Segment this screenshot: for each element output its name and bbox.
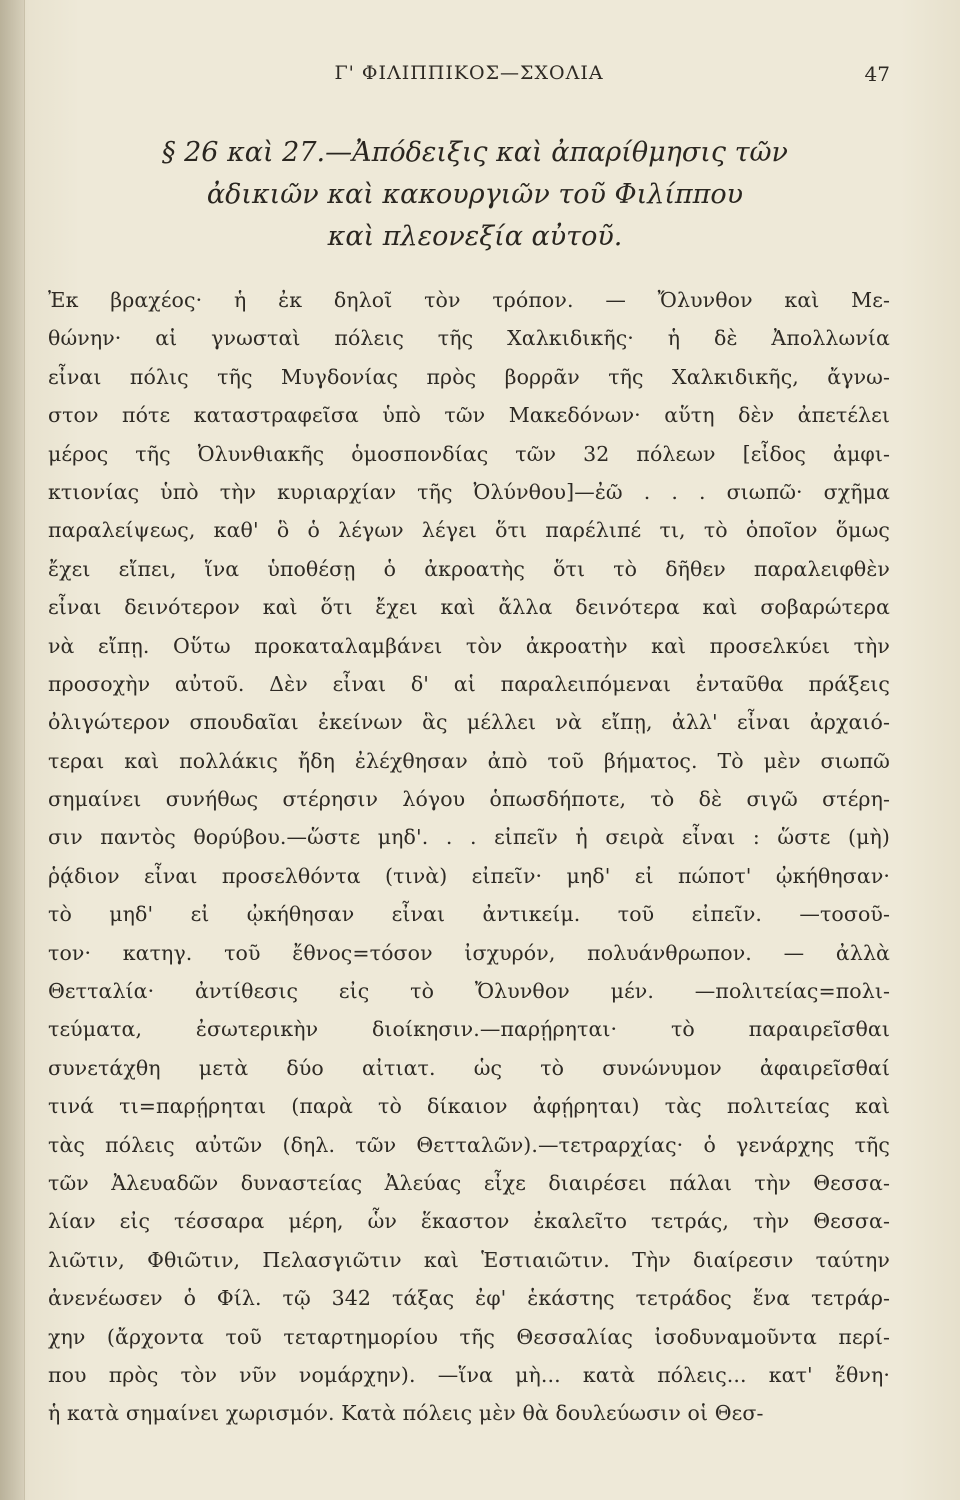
text-line: ἡ κατὰ σημαίνει χωρισμόν. Κατὰ πόλεις μὲν θὰ δουλεύωσιν οἱ Θεσ-: [48, 1401, 764, 1426]
text-line: ὀλιγώτερον σπουδαῖαι ἐκείνων ἃς μέλλει νὰ εἴπῃ, ἀλλ' εἶναι ἀρχαιό-: [48, 710, 890, 735]
text-line: σιν παντὸς θορύβου.—ὥστε μηδ'. . . εἰπεῖν ἡ σειρὰ εἶναι : ὥστε (μὴ): [48, 825, 890, 850]
text-line: προσοχὴν αὐτοῦ. Δὲν εἶναι δ' αἱ παραλειπόμεναι ἐνταῦθα πράξεις: [48, 671, 890, 696]
text-line: που πρὸς τὸν νῦν νομάρχην). —ἵνα μὴ... κατὰ πόλεις... κατ' ἔθνη·: [48, 1362, 890, 1387]
text-line: Ἐκ βραχέος· ἡ ἐκ δηλοῖ τὸν τρόπον. — Ὄλυνθον καὶ Με-: [48, 288, 890, 312]
section-title-line: καὶ πλεονεξία αὐτοῦ.: [327, 221, 623, 252]
text-line: εἶναι πόλις τῆς Μυγδονίας πρὸς βορρᾶν τῆς Χαλκιδικῆς, ἄγνω-: [48, 364, 890, 389]
text-line: λιῶτιν, Φθιῶτιν, Πελασγιῶτιν καὶ Ἑστιαιῶτιν. Τὴν διαίρεσιν ταύτην: [48, 1247, 890, 1272]
commentary-text: [48, 281, 890, 1433]
text-line: θώνην· αἱ γνωσταὶ πόλεις τῆς Χαλκιδικῆς· ἡ δὲ Ἀπολλωνία: [48, 326, 890, 351]
running-head: Γ' ΦΙΛΙΠΠΙΚΟΣ—ΣΧΟΛΙΑ: [334, 62, 604, 84]
text-line: Θετταλία· ἀντίθεσις εἰς τὸ Ὄλυνθον μέν. —πολιτείας=πολι-: [48, 979, 890, 1004]
text-line: ῥᾴδιον εἶναι προσελθόντα (τινὰ) εἰπεῖν· μηδ' εἰ πώποτ' ᾠκήθησαν·: [48, 863, 890, 888]
text-line: νὰ εἴπῃ. Οὕτω προκαταλαμβάνει τὸν ἀκροατὴν καὶ προσελκύει τὴν: [48, 633, 890, 658]
text-line: μέρος τῆς Ὀλυνθιακῆς ὁμοσπονδίας τῶν 32 πόλεων [εἶδος ἀμφι-: [48, 441, 890, 466]
text-line: στον πότε καταστραφεῖσα ὑπὸ τῶν Μακεδόνων· αὕτη δὲν ἀπετέλει: [48, 403, 890, 428]
text-line: ἀνενέωσεν ὁ Φίλ. τῷ 342 τάξας ἐφ' ἑκάστης τετράδος ἕνα τετράρ-: [48, 1286, 890, 1311]
page-binding-edge: [0, 0, 25, 1500]
text-line: τὸ μηδ' εἰ ᾠκήθησαν εἶναι ἀντικείμ. τοῦ εἰπεῖν. —τοσοῦ-: [48, 902, 890, 927]
text-line: τῶν Ἀλευαδῶν δυναστείας Ἀλεύας εἶχε διαιρέσει πάλαι τὴν Θεσσα-: [48, 1170, 890, 1195]
page-header: [48, 62, 890, 96]
text-line: χην (ἄρχοντα τοῦ τεταρτημορίου τῆς Θεσσαλίας ἰσοδυναμοῦντα περί-: [48, 1324, 890, 1349]
text-line: σημαίνει συνήθως στέρησιν λόγου ὁπωσδήποτε, τὸ δὲ σιγῶ στέρη-: [48, 787, 890, 812]
text-line: τινά τι=παρῄρηται (παρὰ τὸ δίκαιον ἀφῄρηται) τὰς πολιτείας καὶ: [48, 1094, 890, 1119]
text-line: συνετάχθη μετὰ δύο αἰτιατ. ὡς τὸ συνώνυμον ἀφαιρεῖσθαί: [48, 1055, 890, 1080]
text-line: εἶναι δεινότερον καὶ ὅτι ἔχει καὶ ἄλλα δεινότερα καὶ σοβαρώτερα: [48, 595, 890, 620]
text-line: λίαν εἰς τέσσαρα μέρη, ὧν ἕκαστον ἐκαλεῖτο τετράς, τὴν Θεσσα-: [48, 1209, 890, 1234]
section-title-line: § 26 καὶ 27.—Ἀπόδειξις καὶ ἀπαρίθμησις τῶν: [162, 137, 788, 168]
text-line: ἔχει εἴπει, ἵνα ὑποθέσῃ ὁ ἀκροατὴς ὅτι τὸ δῆθεν παραλειφθὲν: [48, 556, 890, 581]
text-line: παραλείψεως, καθ' ὃ ὁ λέγων λέγει ὅτι παρέλιπέ τι, τὸ ὁποῖον ὅμως: [48, 518, 890, 543]
text-line: τὰς πόλεις αὐτῶν (δηλ. τῶν Θετταλῶν).—τετραρχίας· ὁ γενάρχης τῆς: [48, 1132, 890, 1157]
page-number: 47: [864, 62, 890, 86]
text-line: κτιονίας ὑπὸ τὴν κυριαρχίαν τῆς Ὀλύνθου]—ἐῶ . . . σιωπῶ· σχῆμα: [48, 479, 890, 504]
section-title: [60, 132, 890, 258]
text-line: τον· κατηγ. τοῦ ἔθνος=τόσον ἰσχυρόν, πολυάνθρωπον. — ἀλλὰ: [48, 940, 890, 965]
section-title-line: ἀδικιῶν καὶ κακουργιῶν τοῦ Φιλίππου: [206, 179, 744, 210]
text-line: τεραι καὶ πολλάκις ἤδη ἐλέχθησαν ἀπὸ τοῦ βήματος. Τὸ μὲν σιωπῶ: [48, 748, 890, 773]
text-line: τεύματα, ἐσωτερικὴν διοίκησιν.—παρῄρηται· τὸ παραιρεῖσθαι: [48, 1017, 890, 1042]
